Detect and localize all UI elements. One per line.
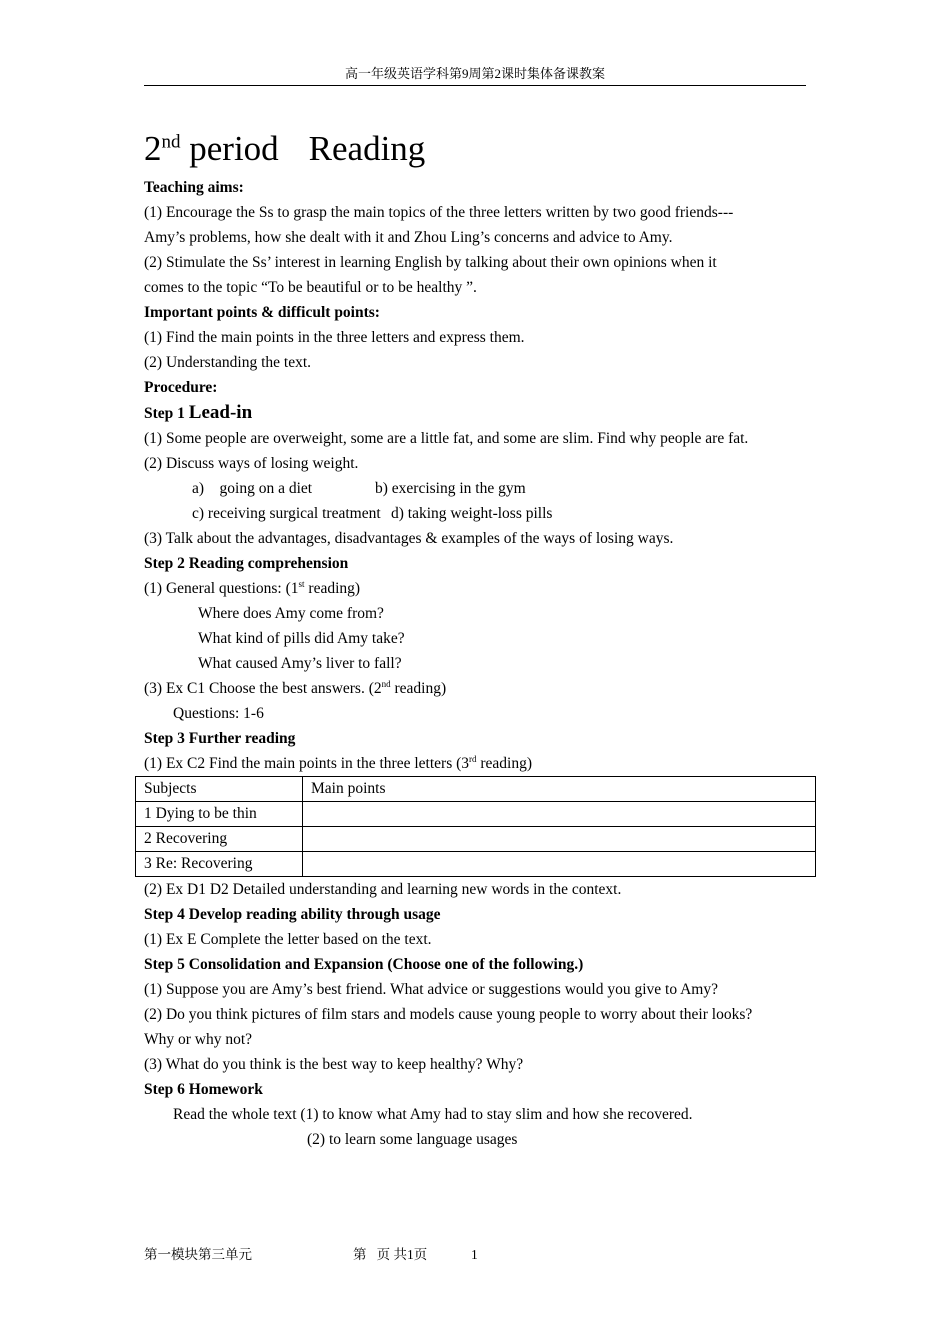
- option-d: d) taking weight-loss pills: [391, 505, 553, 522]
- option-b: b) exercising in the gym: [375, 480, 526, 497]
- step5-line-3: Why or why not?: [144, 1031, 253, 1048]
- points-line-1: (1) Find the main points in the three letters and express them.: [144, 329, 525, 346]
- title-num: 2: [144, 129, 162, 168]
- page-footer: [144, 1246, 478, 1264]
- table-row: [136, 802, 816, 827]
- step2-ex-pre: (3) Ex C1 Choose the best answers. (2: [144, 680, 382, 697]
- step4-line-1: (1) Ex E Complete the letter based on the text.: [144, 931, 432, 948]
- table-row: [136, 827, 816, 852]
- table-cell-empty: [303, 802, 816, 827]
- option-c: c) receiving surgical treatment: [192, 505, 381, 522]
- table-row: [136, 777, 816, 802]
- step6-line-1: Read the whole text (1) to know what Amy had to stay slim and how she recovered.: [173, 1106, 693, 1123]
- table-cell-subject-1: 1 Dying to be thin: [136, 802, 303, 827]
- step2-q-pre: (1) General questions: (1: [144, 580, 299, 597]
- table-cell-subject-3: 3 Re: Recovering: [136, 852, 303, 877]
- aims-heading: Teaching aims:: [144, 179, 244, 196]
- question-3: What caused Amy’s liver to fall?: [198, 655, 402, 672]
- footer-page-label: 第 页 共1页: [353, 1247, 428, 1262]
- step2-questions-range: Questions: 1-6: [173, 705, 264, 722]
- points-heading: Important points & difficult points:: [144, 304, 380, 321]
- step5-line-1: (1) Suppose you are Amy’s best friend. What advice or suggestions would you give to Amy?: [144, 981, 718, 998]
- aims-line-1: (1) Encourage the Ss to grasp the main topics of the three letters written by two good friends---: [144, 204, 734, 221]
- step1-label: Step 1: [144, 405, 189, 422]
- step4-heading: Step 4 Develop reading ability through usage: [144, 906, 441, 923]
- step3-ex-sup: rd: [469, 753, 477, 764]
- step3-ex-pre: (1) Ex C2 Find the main points in the three letters (3: [144, 755, 470, 772]
- table-header-subjects: Subjects: [136, 777, 303, 802]
- step5-heading: Step 5 Consolidation and Expansion (Choose one of the following.): [144, 956, 584, 973]
- step2-ex-post: reading): [390, 680, 447, 697]
- title-sup: nd: [161, 131, 181, 153]
- aims-line-2: Amy’s problems, how she dealt with it and Zhou Ling’s concerns and advice to Amy.: [144, 229, 673, 246]
- step2-exercise: [144, 676, 816, 701]
- table-cell-empty: [303, 827, 816, 852]
- page-title: [144, 126, 816, 172]
- step2-heading: Step 2 Reading comprehension: [144, 555, 349, 572]
- step2-ex-sup: nd: [381, 678, 391, 689]
- option-a: a) going on a diet: [192, 480, 313, 497]
- table-cell-subject-2: 2 Recovering: [136, 827, 303, 852]
- points-line-2: (2) Understanding the text.: [144, 354, 312, 371]
- footer-page-number: 1: [471, 1247, 478, 1262]
- step1-options-row-2: [144, 501, 816, 526]
- table-cell-empty: [303, 852, 816, 877]
- table-row: [136, 852, 816, 877]
- step1-line-1: (1) Some people are overweight, some are a little fat, and some are slim. Find why people are fat.: [144, 430, 749, 447]
- aims-line-3: (2) Stimulate the Ss’ interest in learning English by talking about their own opinions when it: [144, 254, 717, 271]
- step1-line-3: (3) Talk about the advantages, disadvantages & examples of the ways of losing ways.: [144, 530, 674, 547]
- step3-exercise: [144, 751, 816, 776]
- step3-heading: Step 3 Further reading: [144, 730, 296, 747]
- step6-heading: Step 6 Homework: [144, 1081, 263, 1098]
- footer-unit: 第一模块第三单元: [144, 1247, 252, 1262]
- aims-line-4: comes to the topic “To be beautiful or to be healthy ”.: [144, 279, 477, 296]
- question-2: What kind of pills did Amy take?: [198, 630, 405, 647]
- header-rule: [144, 85, 806, 86]
- step2-general-questions: [144, 576, 816, 601]
- step1-title: Lead-in: [188, 402, 253, 423]
- step5-line-2: (2) Do you think pictures of film stars and models cause young people to worry about their looks?: [144, 1006, 753, 1023]
- step1-heading: [144, 400, 816, 426]
- step3-line-2: (2) Ex D1 D2 Detailed understanding and learning new words in the context.: [144, 881, 622, 898]
- step6-line-2: (2) to learn some language usages: [307, 1131, 518, 1148]
- step2-q-post: reading): [304, 580, 361, 597]
- step2-q-sup: st: [298, 578, 305, 589]
- main-points-table: [135, 776, 816, 877]
- step1-line-2: (2) Discuss ways of losing weight.: [144, 455, 359, 472]
- step3-ex-post: reading): [476, 755, 533, 772]
- title-word2: Reading: [308, 129, 426, 168]
- step1-options-row-1: [144, 476, 816, 501]
- title-word1: period: [189, 129, 279, 168]
- step5-line-4: (3) What do you think is the best way to keep healthy? Why?: [144, 1056, 524, 1073]
- question-1: Where does Amy come from?: [198, 605, 384, 622]
- page-header: 高一年级英语学科第9周第2课时集体备课教案: [344, 66, 605, 81]
- table-header-main-points: Main points: [303, 777, 816, 802]
- procedure-heading: Procedure:: [144, 379, 218, 396]
- document-body: [144, 126, 816, 1152]
